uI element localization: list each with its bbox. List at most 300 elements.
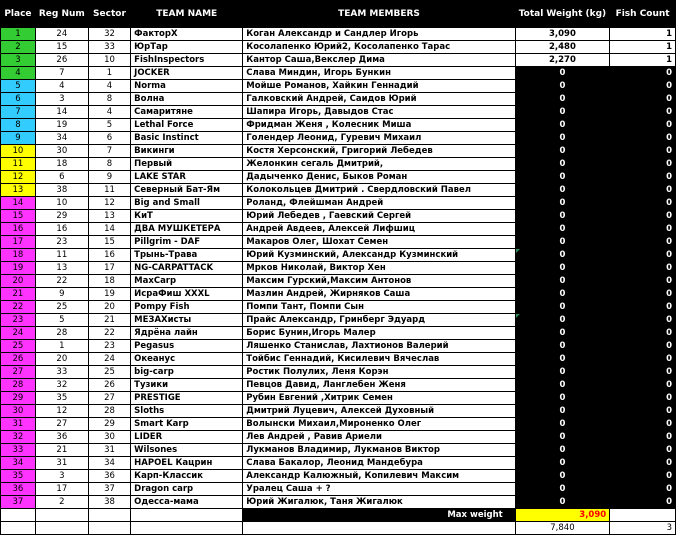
- total-weight-cell[interactable]: 0: [515, 171, 609, 184]
- place-cell[interactable]: 18: [1, 249, 36, 262]
- fish-count-cell[interactable]: 0: [610, 496, 676, 509]
- team-name-cell[interactable]: big-carp: [131, 366, 243, 379]
- fish-count-cell[interactable]: 0: [610, 457, 676, 470]
- team-name-cell[interactable]: ИсраФиш XXXL: [131, 288, 243, 301]
- total-weight-cell[interactable]: 0: [515, 80, 609, 93]
- sector-cell[interactable]: 24: [88, 353, 130, 366]
- table-row: [1, 340, 676, 353]
- sector-cell[interactable]: 37: [88, 483, 130, 496]
- reg-num-cell[interactable]: 28: [35, 327, 88, 340]
- header-row: [1, 1, 676, 28]
- total-weight-cell[interactable]: 0: [515, 431, 609, 444]
- team-members-cell[interactable]: Мрков Николай, Виктор Хен: [243, 262, 515, 275]
- sector-cell[interactable]: 15: [88, 236, 130, 249]
- team-members-cell[interactable]: Дадыченко Денис, Быков Роман: [243, 171, 515, 184]
- place-header[interactable]: Place: [1, 1, 36, 28]
- total-weight-cell[interactable]: 3,090: [515, 28, 609, 41]
- reg-num-cell[interactable]: 12: [35, 405, 88, 418]
- total-weight-cell[interactable]: 0: [515, 444, 609, 457]
- place-cell[interactable]: 12: [1, 171, 36, 184]
- sector-cell[interactable]: 28: [88, 405, 130, 418]
- total-weight-header[interactable]: Total Weight (kg): [515, 1, 609, 28]
- table-row: [1, 314, 676, 327]
- table-row: [1, 67, 676, 80]
- fish-count-cell[interactable]: 0: [610, 379, 676, 392]
- table-row: [1, 119, 676, 132]
- team-members-cell[interactable]: Роланд, Флейшман Андрей: [243, 197, 515, 210]
- fish-count-cell[interactable]: 0: [610, 314, 676, 327]
- reg-num-cell[interactable]: 29: [35, 210, 88, 223]
- team-name-cell[interactable]: Sloths: [131, 405, 243, 418]
- place-cell[interactable]: 1: [1, 28, 36, 41]
- reg-num-cell[interactable]: 23: [35, 236, 88, 249]
- table-row: [1, 236, 676, 249]
- fish-count-cell[interactable]: 0: [610, 418, 676, 431]
- reg-num-cell[interactable]: 5: [35, 314, 88, 327]
- total-weight-cell[interactable]: 0: [515, 184, 609, 197]
- fish-count-cell[interactable]: 0: [610, 366, 676, 379]
- table-row: [1, 392, 676, 405]
- fish-count-cell[interactable]: 0: [610, 301, 676, 314]
- total-weight-cell[interactable]: 0: [515, 119, 609, 132]
- total-weight-cell[interactable]: 0: [515, 249, 609, 262]
- team-members-header[interactable]: TEAM MEMBERS: [243, 1, 515, 28]
- place-cell[interactable]: 22: [1, 301, 36, 314]
- team-members-cell[interactable]: Андрей Авдеев, Алексей Лифшиц: [243, 223, 515, 236]
- fish-count-cell[interactable]: 0: [610, 431, 676, 444]
- sector-cell[interactable]: 6: [88, 132, 130, 145]
- reg-num-cell[interactable]: 31: [35, 457, 88, 470]
- place-cell[interactable]: 3: [1, 54, 36, 67]
- team-name-cell[interactable]: Dragon carp: [131, 483, 243, 496]
- place-cell[interactable]: 21: [1, 288, 36, 301]
- place-cell[interactable]: 8: [1, 119, 36, 132]
- fish-count-cell[interactable]: 0: [610, 249, 676, 262]
- total-weight-cell[interactable]: 0: [515, 470, 609, 483]
- reg-num-cell[interactable]: 35: [35, 392, 88, 405]
- team-name-cell[interactable]: Трынь-Трава: [131, 249, 243, 262]
- team-members-cell[interactable]: Мойше Романов, Хайкин Геннадий: [243, 80, 515, 93]
- place-cell[interactable]: 6: [1, 93, 36, 106]
- fish-count-cell[interactable]: 1: [610, 28, 676, 41]
- total-weight-cell[interactable]: 0: [515, 379, 609, 392]
- total-weight-cell[interactable]: 0: [515, 223, 609, 236]
- reg-num-cell[interactable]: 24: [35, 28, 88, 41]
- total-fish-sum[interactable]: 3: [610, 522, 676, 535]
- team-name-cell[interactable]: Pillgrim - DAF: [131, 236, 243, 249]
- team-members-cell[interactable]: Слава Бакалор, Леонид Мандебура: [243, 457, 515, 470]
- table-row: [1, 80, 676, 93]
- place-cell[interactable]: 15: [1, 210, 36, 223]
- table-row: [1, 327, 676, 340]
- fish-count-cell[interactable]: 0: [610, 184, 676, 197]
- reg-num-cell[interactable]: 26: [35, 54, 88, 67]
- team-name-cell[interactable]: Norma: [131, 80, 243, 93]
- team-name-cell[interactable]: Океанус: [131, 353, 243, 366]
- fish-count-cell[interactable]: 0: [610, 340, 676, 353]
- place-cell[interactable]: 17: [1, 236, 36, 249]
- reg-num-cell[interactable]: 4: [35, 80, 88, 93]
- total-weight-cell[interactable]: 0: [515, 275, 609, 288]
- fish-count-cell[interactable]: 0: [610, 275, 676, 288]
- sector-cell[interactable]: 4: [88, 106, 130, 119]
- team-members-cell[interactable]: Желонкин сегаль Дмитрий,: [243, 158, 515, 171]
- place-cell[interactable]: 29: [1, 392, 36, 405]
- team-name-cell[interactable]: Карп-Классик: [131, 470, 243, 483]
- sector-cell[interactable]: 38: [88, 496, 130, 509]
- table-row: [1, 106, 676, 119]
- team-name-cell[interactable]: Wilsones: [131, 444, 243, 457]
- team-members-cell[interactable]: Макаров Олег, Шохат Семен: [243, 236, 515, 249]
- sector-cell[interactable]: 23: [88, 340, 130, 353]
- sector-cell[interactable]: 26: [88, 379, 130, 392]
- reg-num-cell[interactable]: 3: [35, 93, 88, 106]
- place-cell[interactable]: 25: [1, 340, 36, 353]
- fish-count-cell[interactable]: 0: [610, 106, 676, 119]
- total-weight-cell[interactable]: 0: [515, 366, 609, 379]
- total-weight-cell[interactable]: 2,270: [515, 54, 609, 67]
- team-name-cell[interactable]: MaxCarp: [131, 275, 243, 288]
- sector-cell[interactable]: 8: [88, 93, 130, 106]
- reg-num-cell[interactable]: 21: [35, 444, 88, 457]
- sector-cell[interactable]: 32: [88, 28, 130, 41]
- team-members-cell[interactable]: Ростик Полулих, Леня Корэн: [243, 366, 515, 379]
- reg-num-cell[interactable]: 6: [35, 171, 88, 184]
- place-cell[interactable]: 5: [1, 80, 36, 93]
- sector-cell[interactable]: 21: [88, 314, 130, 327]
- team-members-cell[interactable]: Тойбис Геннадий, Кисилевич Вячеслав: [243, 353, 515, 366]
- sector-cell[interactable]: 17: [88, 262, 130, 275]
- team-name-cell[interactable]: LAKE STAR: [131, 171, 243, 184]
- team-name-cell[interactable]: Lethal Force: [131, 119, 243, 132]
- team-name-cell[interactable]: Pegasus: [131, 340, 243, 353]
- fish-count-cell[interactable]: 0: [610, 119, 676, 132]
- team-members-cell[interactable]: Шапира Игорь, Давыдов Стас: [243, 106, 515, 119]
- sector-cell[interactable]: 36: [88, 470, 130, 483]
- fish-count-cell[interactable]: 0: [610, 158, 676, 171]
- sector-cell[interactable]: 4: [88, 80, 130, 93]
- place-cell[interactable]: 24: [1, 327, 36, 340]
- place-cell[interactable]: 31: [1, 418, 36, 431]
- table-row: [1, 210, 676, 223]
- sector-cell[interactable]: 13: [88, 210, 130, 223]
- team-members-cell[interactable]: Лев Андрей , Равив Ариели: [243, 431, 515, 444]
- reg-num-cell[interactable]: 3: [35, 470, 88, 483]
- total-weight-cell[interactable]: 0: [515, 353, 609, 366]
- team-name-cell[interactable]: FishInspectors: [131, 54, 243, 67]
- reg-num-cell[interactable]: 13: [35, 262, 88, 275]
- table-row: [1, 431, 676, 444]
- max-weight-value[interactable]: 3,090: [515, 509, 609, 522]
- team-members-cell[interactable]: Волынски Михаил,Мироненко Олег: [243, 418, 515, 431]
- place-cell[interactable]: 2: [1, 41, 36, 54]
- total-weight-cell[interactable]: 0: [515, 301, 609, 314]
- table-row: [1, 275, 676, 288]
- sector-header[interactable]: Sector: [88, 1, 130, 28]
- sector-cell[interactable]: 31: [88, 444, 130, 457]
- total-weight-cell[interactable]: 0: [515, 314, 609, 327]
- fish-count-cell[interactable]: 0: [610, 262, 676, 275]
- place-cell[interactable]: 9: [1, 132, 36, 145]
- place-cell[interactable]: 26: [1, 353, 36, 366]
- sector-cell[interactable]: 9: [88, 171, 130, 184]
- sector-cell[interactable]: 10: [88, 54, 130, 67]
- total-weight-cell[interactable]: 0: [515, 405, 609, 418]
- team-name-cell[interactable]: HAPOEL Кацрин: [131, 457, 243, 470]
- table-row: [1, 145, 676, 158]
- sector-cell[interactable]: 11: [88, 184, 130, 197]
- table-row: [1, 249, 676, 262]
- reg-num-cell[interactable]: 18: [35, 158, 88, 171]
- team-members-cell[interactable]: Александр Калюжный, Копилевич Максим: [243, 470, 515, 483]
- total-weight-cell[interactable]: 0: [515, 145, 609, 158]
- team-name-cell[interactable]: МЕЗАХисты: [131, 314, 243, 327]
- total-weight-cell[interactable]: 0: [515, 197, 609, 210]
- place-cell[interactable]: 10: [1, 145, 36, 158]
- table-row: [1, 379, 676, 392]
- team-name-cell[interactable]: Тузики: [131, 379, 243, 392]
- fish-count-cell[interactable]: 0: [610, 392, 676, 405]
- team-members-cell[interactable]: Дмитрий Луцевич, Алексей Духовный: [243, 405, 515, 418]
- table-row: [1, 184, 676, 197]
- reg-num-cell[interactable]: 2: [35, 496, 88, 509]
- reg-num-header[interactable]: Reg Num: [35, 1, 88, 28]
- table-row: [1, 223, 676, 236]
- reg-num-cell[interactable]: 1: [35, 340, 88, 353]
- place-cell[interactable]: 36: [1, 483, 36, 496]
- team-members-cell[interactable]: Мазлин Андрей, Жирняков Саша: [243, 288, 515, 301]
- sector-cell[interactable]: 18: [88, 275, 130, 288]
- reg-num-cell[interactable]: 20: [35, 353, 88, 366]
- team-name-cell[interactable]: NG-CARPATTACK: [131, 262, 243, 275]
- reg-num-cell[interactable]: 36: [35, 431, 88, 444]
- total-weight-cell[interactable]: 0: [515, 392, 609, 405]
- total-weight-cell[interactable]: 2,480: [515, 41, 609, 54]
- place-cell[interactable]: 16: [1, 223, 36, 236]
- team-members-cell[interactable]: Лукманов Владимир, Лукманов Виктор: [243, 444, 515, 457]
- table-row: [1, 197, 676, 210]
- reg-num-cell[interactable]: 30: [35, 145, 88, 158]
- total-weight-cell[interactable]: 0: [515, 67, 609, 80]
- place-cell[interactable]: 14: [1, 197, 36, 210]
- place-cell[interactable]: 32: [1, 431, 36, 444]
- team-name-cell[interactable]: PRESTIGE: [131, 392, 243, 405]
- sector-cell[interactable]: 1: [88, 67, 130, 80]
- team-name-cell[interactable]: JOCKER: [131, 67, 243, 80]
- table-row: [1, 457, 676, 470]
- sector-cell[interactable]: 20: [88, 301, 130, 314]
- team-name-header[interactable]: TEAM NAME: [131, 1, 243, 28]
- table-row: [1, 405, 676, 418]
- sector-cell[interactable]: 16: [88, 249, 130, 262]
- reg-num-cell[interactable]: 11: [35, 249, 88, 262]
- sector-cell[interactable]: 12: [88, 197, 130, 210]
- total-weight-cell[interactable]: 0: [515, 236, 609, 249]
- team-members-cell[interactable]: Певцов Давид, Ланглебен Женя: [243, 379, 515, 392]
- reg-num-cell[interactable]: 10: [35, 197, 88, 210]
- total-weight-cell[interactable]: 0: [515, 93, 609, 106]
- fish-count-cell[interactable]: 0: [610, 80, 676, 93]
- sector-cell[interactable]: 33: [88, 41, 130, 54]
- table-row: [1, 366, 676, 379]
- place-cell[interactable]: 35: [1, 470, 36, 483]
- reg-num-cell[interactable]: 16: [35, 223, 88, 236]
- team-name-cell[interactable]: Smart Karp: [131, 418, 243, 431]
- fish-count-cell[interactable]: 0: [610, 288, 676, 301]
- team-members-cell[interactable]: Помпи Тант, Помпи Сын: [243, 301, 515, 314]
- reg-num-cell[interactable]: 7: [35, 67, 88, 80]
- team-name-cell[interactable]: Ядрёна лайн: [131, 327, 243, 340]
- fish-count-cell[interactable]: 0: [610, 93, 676, 106]
- place-cell[interactable]: 20: [1, 275, 36, 288]
- fish-count-cell[interactable]: 0: [610, 223, 676, 236]
- team-name-cell[interactable]: Викинги: [131, 145, 243, 158]
- team-members-cell[interactable]: Борис Бунин,Игорь Малер: [243, 327, 515, 340]
- place-cell[interactable]: 7: [1, 106, 36, 119]
- team-members-cell[interactable]: Слава Миндин, Игорь Бункин: [243, 67, 515, 80]
- reg-num-cell[interactable]: 33: [35, 366, 88, 379]
- team-members-cell[interactable]: Фридман Женя , Колесник Миша: [243, 119, 515, 132]
- fish-count-cell[interactable]: 0: [610, 444, 676, 457]
- place-cell[interactable]: 23: [1, 314, 36, 327]
- total-weight-cell[interactable]: 0: [515, 210, 609, 223]
- team-name-cell[interactable]: Северный Бат-Ям: [131, 184, 243, 197]
- total-weight-cell[interactable]: 0: [515, 262, 609, 275]
- table-row: [1, 262, 676, 275]
- sector-cell[interactable]: 5: [88, 119, 130, 132]
- reg-num-cell[interactable]: 9: [35, 288, 88, 301]
- team-members-cell[interactable]: Максим Гурский,Максим Антонов: [243, 275, 515, 288]
- reg-num-cell[interactable]: 15: [35, 41, 88, 54]
- team-members-cell[interactable]: Кантор Саша,Векслер Дима: [243, 54, 515, 67]
- team-name-cell[interactable]: ДВА МУШКЕТЕРА: [131, 223, 243, 236]
- reg-num-cell[interactable]: 38: [35, 184, 88, 197]
- fish-count-cell[interactable]: 0: [610, 327, 676, 340]
- total-weight-cell[interactable]: 0: [515, 158, 609, 171]
- reg-num-cell[interactable]: 22: [35, 275, 88, 288]
- fish-count-header[interactable]: Fish Count: [610, 1, 676, 28]
- fish-count-cell[interactable]: 0: [610, 145, 676, 158]
- team-name-cell[interactable]: КиТ: [131, 210, 243, 223]
- team-name-cell[interactable]: Одесса-мама: [131, 496, 243, 509]
- fish-count-cell[interactable]: 0: [610, 353, 676, 366]
- place-cell[interactable]: 13: [1, 184, 36, 197]
- team-members-cell[interactable]: Юрий Кузминский, Александр Кузминский: [243, 249, 515, 262]
- sector-cell[interactable]: 22: [88, 327, 130, 340]
- reg-num-cell[interactable]: 27: [35, 418, 88, 431]
- reg-num-cell[interactable]: 14: [35, 106, 88, 119]
- total-weight-cell[interactable]: 0: [515, 340, 609, 353]
- team-name-cell[interactable]: LIDER: [131, 431, 243, 444]
- total-weight-sum[interactable]: 7,840: [515, 522, 609, 535]
- table-row: [1, 132, 676, 145]
- sector-cell[interactable]: 34: [88, 457, 130, 470]
- team-members-cell[interactable]: Голендер Леонид, Гуревич Михаил: [243, 132, 515, 145]
- place-cell[interactable]: 27: [1, 366, 36, 379]
- place-cell[interactable]: 4: [1, 67, 36, 80]
- table-row: [1, 171, 676, 184]
- total-weight-cell[interactable]: 0: [515, 106, 609, 119]
- max-weight-label[interactable]: Max weight: [243, 509, 515, 522]
- sector-cell[interactable]: 27: [88, 392, 130, 405]
- place-cell[interactable]: 30: [1, 405, 36, 418]
- team-members-cell[interactable]: Прайс Александр, Гринберг Эдуард: [243, 314, 515, 327]
- place-cell[interactable]: 34: [1, 457, 36, 470]
- place-cell[interactable]: 19: [1, 262, 36, 275]
- team-members-cell[interactable]: Уралец Саша + ?: [243, 483, 515, 496]
- place-cell[interactable]: 37: [1, 496, 36, 509]
- team-name-cell[interactable]: Pompy Fish: [131, 301, 243, 314]
- table-row: [1, 288, 676, 301]
- team-name-cell[interactable]: Big and Small: [131, 197, 243, 210]
- fish-count-cell[interactable]: 0: [610, 132, 676, 145]
- table-row: [1, 444, 676, 457]
- total-weight-cell[interactable]: 0: [515, 418, 609, 431]
- table-row: [1, 483, 676, 496]
- table-row: [1, 93, 676, 106]
- reg-num-cell[interactable]: 25: [35, 301, 88, 314]
- sector-cell[interactable]: 7: [88, 145, 130, 158]
- team-name-cell[interactable]: Самаритяне: [131, 106, 243, 119]
- team-name-cell[interactable]: ФакторХ: [131, 28, 243, 41]
- total-weight-cell[interactable]: 0: [515, 457, 609, 470]
- table-row: [1, 41, 676, 54]
- place-cell[interactable]: 33: [1, 444, 36, 457]
- team-name-cell[interactable]: ЮрТар: [131, 41, 243, 54]
- fish-count-cell[interactable]: 0: [610, 483, 676, 496]
- team-members-cell[interactable]: Костя Херсонский, Григорий Лебедев: [243, 145, 515, 158]
- team-members-cell[interactable]: Коган Александр и Сандлер Игорь: [243, 28, 515, 41]
- place-cell[interactable]: 11: [1, 158, 36, 171]
- reg-num-cell[interactable]: 17: [35, 483, 88, 496]
- total-weight-cell[interactable]: 0: [515, 288, 609, 301]
- reg-num-cell[interactable]: 19: [35, 119, 88, 132]
- team-members-cell[interactable]: Рубин Евгений ,Хитрик Семен: [243, 392, 515, 405]
- team-name-cell[interactable]: Basic Instinct: [131, 132, 243, 145]
- fish-count-cell[interactable]: 0: [610, 171, 676, 184]
- fish-count-cell[interactable]: 0: [610, 236, 676, 249]
- team-name-cell[interactable]: Волна: [131, 93, 243, 106]
- team-members-cell[interactable]: Галковский Андрей, Саидов Юрий: [243, 93, 515, 106]
- fish-count-cell[interactable]: 0: [610, 197, 676, 210]
- sector-cell[interactable]: 30: [88, 431, 130, 444]
- sector-cell[interactable]: 14: [88, 223, 130, 236]
- team-members-cell[interactable]: Косолапенко Юрий2, Косолапенко Тарас: [243, 41, 515, 54]
- team-members-cell[interactable]: Юрий Лебедев , Гаевский Сергей: [243, 210, 515, 223]
- reg-num-cell[interactable]: 32: [35, 379, 88, 392]
- total-weight-cell[interactable]: 0: [515, 496, 609, 509]
- total-weight-cell[interactable]: 0: [515, 327, 609, 340]
- team-members-cell[interactable]: Колокольцев Дмитрий . Свердловский Павел: [243, 184, 515, 197]
- total-weight-cell[interactable]: 0: [515, 132, 609, 145]
- sector-cell[interactable]: 25: [88, 366, 130, 379]
- team-members-cell[interactable]: Юрий Жигалюк, Таня Жигалюк: [243, 496, 515, 509]
- fish-count-cell[interactable]: 1: [610, 41, 676, 54]
- sector-cell[interactable]: 19: [88, 288, 130, 301]
- fish-count-cell[interactable]: 1: [610, 54, 676, 67]
- fish-count-cell[interactable]: 0: [610, 405, 676, 418]
- reg-num-cell[interactable]: 34: [35, 132, 88, 145]
- sector-cell[interactable]: 29: [88, 418, 130, 431]
- total-weight-cell[interactable]: 0: [515, 483, 609, 496]
- sector-cell[interactable]: 8: [88, 158, 130, 171]
- fish-count-cell[interactable]: 0: [610, 470, 676, 483]
- fish-count-cell[interactable]: 0: [610, 67, 676, 80]
- team-name-cell[interactable]: Первый: [131, 158, 243, 171]
- team-members-cell[interactable]: Ляшенко Станислав, Лахтионов Валерий: [243, 340, 515, 353]
- fish-count-cell[interactable]: 0: [610, 210, 676, 223]
- place-cell[interactable]: 28: [1, 379, 36, 392]
